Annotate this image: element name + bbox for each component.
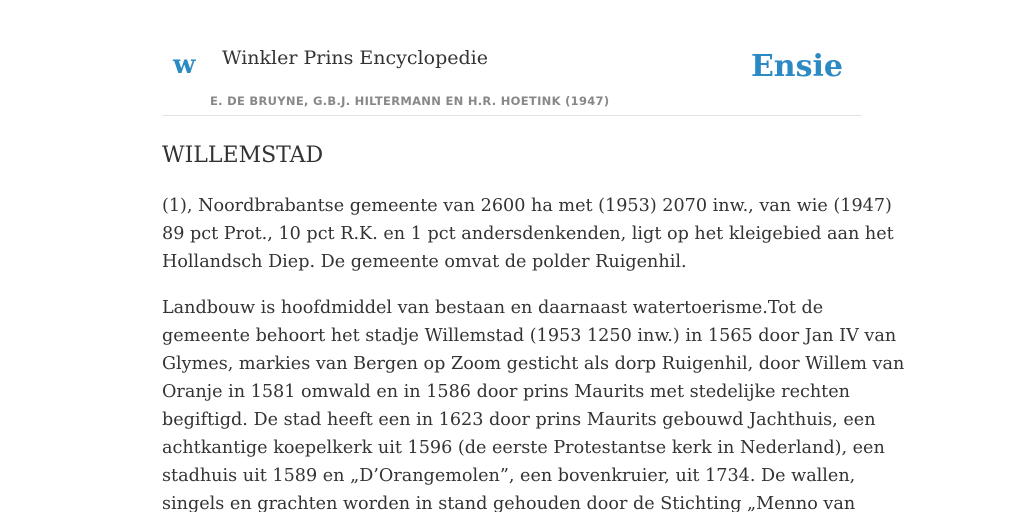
- paragraph-line: Hollandsch Diep. De gemeente omvat de polder Ruigenhil.: [162, 252, 687, 272]
- paragraph-line: stadhuis uit 1589 en „D’Orangemolen”, een bovenkruier, uit 1734. De wallen,: [162, 466, 856, 486]
- entry-title: WILLEMSTAD: [162, 143, 324, 168]
- paragraph-line: (1), Noordbrabantse gemeente van 2600 ha met (1953) 2070 inw., van wie (1947): [162, 196, 892, 216]
- paragraph-line: achtkantige koepelkerk uit 1596 (de eerste Protestantse kerk in Nederland), een: [162, 438, 885, 458]
- paragraph-line: Oranje in 1581 omwald en in 1586 door prins Maurits met stedelijke rechten: [162, 382, 850, 402]
- book-logo[interactable]: w: [173, 50, 196, 80]
- paragraph-line: Landbouw is hoofdmiddel van bestaan en daarnaast watertoerisme.Tot de: [162, 298, 824, 318]
- book-authors: E. DE BRUYNE, G.B.J. HILTERMANN EN H.R. HOETINK (1947): [210, 94, 610, 108]
- entry-paragraph-2: [162, 294, 905, 512]
- page-content: [162, 0, 905, 512]
- book-header: [162, 0, 862, 116]
- paragraph-line: Glymes, markies van Bergen op Zoom gesticht als dorp Ruigenhil, door Willem van: [162, 354, 905, 374]
- paragraph-line: singels en grachten worden in stand gehouden door de Stichting „Menno van: [162, 494, 856, 512]
- paragraph-line: 89 pct Prot., 10 pct R.K. en 1 pct andersdenkenden, ligt op het kleigebied aan het: [162, 224, 894, 244]
- site-logo[interactable]: Ensie: [750, 49, 843, 84]
- book-title[interactable]: Winkler Prins Encyclopedie: [222, 47, 488, 69]
- entry-paragraph-1: [162, 192, 894, 276]
- paragraph-line: begiftigd. De stad heeft een in 1623 door prins Maurits gebouwd Jachthuis, een: [162, 410, 876, 430]
- paragraph-line: gemeente behoort het stadje Willemstad (1953 1250 inw.) in 1565 door Jan IV van: [162, 326, 897, 346]
